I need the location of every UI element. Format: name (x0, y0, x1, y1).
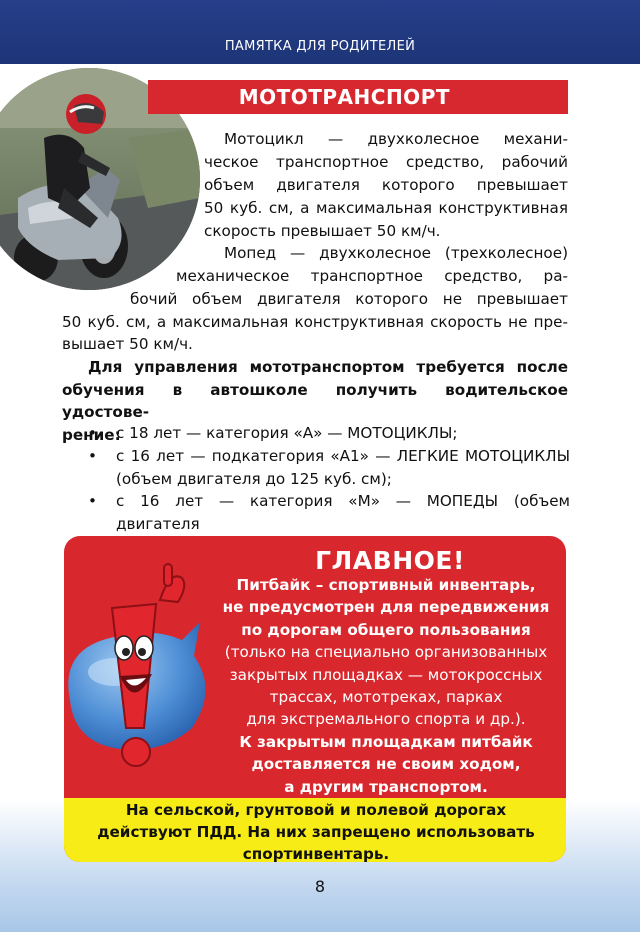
exclamation-mascot-icon (60, 560, 220, 780)
moped-line-1: Мопед — двухколесное (трехколесное) (224, 244, 568, 262)
moped-line-5: вышает 50 км/ч. (62, 335, 193, 353)
important-line-8: К закрытым площадкам питбайк (239, 732, 533, 751)
moto-line-4: 50 куб. см, а максимальная конструктивная (204, 199, 568, 217)
moped-line-4: 50 куб. см, а максимальная конструктивная скорость не пре- (62, 313, 568, 331)
category-a1-line-1: • с 16 лет — подкатегория «А1» — ЛЕГКИЕ МОТОЦИКЛЫ (116, 446, 570, 465)
moped-line-2: механическое транспортное средство, ра- (176, 267, 568, 285)
important-text (212, 574, 560, 798)
important-line-9: доставляется не своим ходом, (251, 755, 521, 774)
category-a-line: • с 18 лет — категория «А» — МОТОЦИКЛЫ; (116, 424, 458, 442)
category-a1-line-2: (объем двигателя до 125 куб. см); (116, 469, 392, 488)
list-item (86, 422, 570, 445)
moped-line-3: бочий объем двигателя которого не превышает (130, 290, 568, 308)
important-line-5: закрытых площадках — мотокроссных (229, 665, 543, 684)
important-line-7: для экстремального спорта и др.). (246, 710, 526, 729)
important-line-10: а другим транспортом. (284, 777, 488, 796)
requirement-line-3: рение: (62, 425, 121, 444)
section-title: МОТОТРАНСПОРТ (238, 85, 450, 109)
category-m-line-1: • с 16 лет — категория «М» — МОПЕДЫ (объем двигателя (116, 492, 570, 534)
requirement-line-2: обучения в автошколе получить водительское удостове- (62, 380, 568, 422)
important-title: ГЛАВНОЕ! (315, 546, 465, 575)
moto-line-3: объем двигателя которого превышает (204, 176, 568, 194)
important-line-2: не предусмотрен для передвижения (222, 598, 550, 617)
note-line-3: спортинвентарь. (242, 845, 390, 863)
important-line-1: Питбайк – спортивный инвентарь, (236, 576, 536, 594)
header-title: ПАМЯТКА ДЛЯ РОДИТЕЛЕЙ (224, 39, 416, 54)
section-title-banner (148, 80, 568, 114)
top-header (0, 0, 640, 64)
note-line-1: На сельской, грунтовой и полевой дорогах (125, 801, 507, 819)
moto-line-1: Мотоцикл — двухколесное механи- (224, 130, 568, 148)
important-line-4: (только на специально организованных (224, 643, 548, 662)
important-line-3: по дорогам общего пользования (241, 620, 531, 639)
important-line-6: трассах, мототреках, парках (269, 688, 503, 707)
page-number: 8 (314, 877, 326, 896)
moto-line-2: ческое транспортное средство, рабочий (204, 153, 568, 171)
list-item (86, 445, 570, 491)
moto-line-5: скорость превышает 50 км/ч. (204, 222, 441, 240)
note-text (66, 799, 566, 865)
requirement-line-1: Для управления мототранспортом требуется после (88, 358, 568, 376)
note-line-2: действуют ПДД. На них запрещено использовать (97, 823, 535, 841)
